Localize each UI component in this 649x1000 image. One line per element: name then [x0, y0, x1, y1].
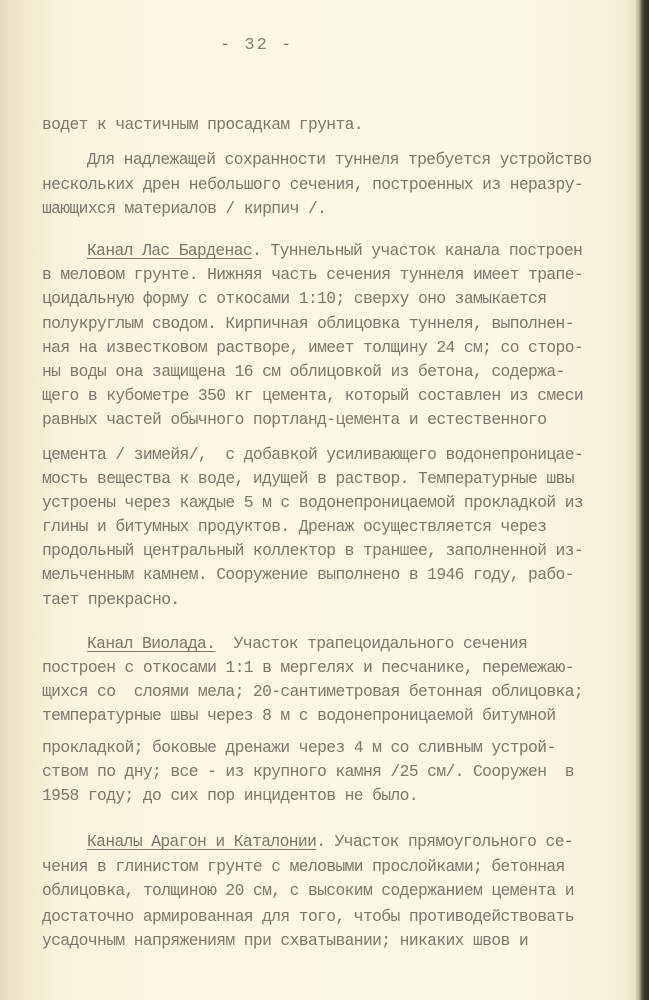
text-line: продольный центральный коллектор в траншее, заполненной из- [42, 541, 584, 560]
text-line: равных частей обычного портланд-цемента и естественного [42, 410, 547, 429]
text-line: Участок трапецоидального сечения [215, 634, 528, 653]
page-edge-shadow [636, 0, 649, 1000]
text-line: . Участок прямоугольного се- [316, 832, 574, 851]
text-line: прокладкой; боковые дренажи через 4 м со сливным устрой- [42, 738, 556, 757]
text-line: Для надлежащей сохранности туннеля требуется устройство [87, 150, 592, 169]
text-line: тает прекрасно. [42, 590, 180, 609]
text-line: 1958 году; до сих пор инцидентов не было. [42, 786, 418, 805]
section-heading-aragon-catalonia: Каналы Арагон и Каталонии [87, 832, 317, 851]
paragraph-first-line [87, 632, 527, 655]
text-line: построен с откосами 1:1 в мергелях и песчанике, перемежаю- [42, 658, 574, 677]
text-line: облицовка, толщиною 20 см, с высоким содержанием цемента и [42, 881, 574, 900]
text-line: чения в глинистом грунте с меловыми прослойками; бетонная [42, 857, 565, 876]
text-line: достаточно армированная для того, чтобы противодействовать [42, 907, 574, 926]
text-line: шающихся материалов / кирпич /. [42, 199, 327, 218]
text-line: в меловом грунте. Нижняя часть сечения туннеля имеет трапе- [42, 265, 584, 284]
section-heading-las-bardenas: Канал Лас Барденас [87, 241, 253, 260]
text-line: температурные швы через 8 м с водонепроницаемой битумной [42, 706, 556, 725]
text-line: щихся со слоями мела; 20-сантиметровая бетонная облицовка; [42, 682, 584, 701]
paragraph-first-line [87, 239, 582, 262]
text-line: мость вещества к воде, идущей в раствор. Температурные швы [42, 469, 574, 488]
text-line: усадочным напряжениям при схватывании; никаких швов и [42, 931, 529, 950]
text-line: мельченным камнем. Сооружение выполнено в 1946 году, рабо- [42, 565, 574, 584]
text-line: ством по дну; все - из крупного камня /25 см/. Сооружен в [42, 762, 574, 781]
text-line: устроены через каждые 5 м с водонепроницаемой прокладкой из [42, 493, 584, 512]
text-line: глины и битумных продуктов. Дренаж осуществляется через [42, 517, 547, 536]
paragraph-first-line [87, 830, 573, 853]
text-line: цоидальную форму с откосами 1:10; сверху оно замыкается [42, 289, 547, 308]
text-line: ная на известковом растворе, имеет толщину 24 см; со сторо- [42, 338, 584, 357]
text-line: цемента / зимейя/, с добавкой усиливающего водонепроницае- [42, 445, 584, 464]
text-line: нескольких дрен небольшого сечения, построенных из неразру- [42, 175, 584, 194]
text-line: полукруглым сводом. Кирпичная облицовка туннеля, выполнен- [42, 314, 574, 333]
text-line: . Туннельный участок канала построен [252, 241, 583, 260]
section-heading-violada: Канал Виолада. [87, 634, 216, 653]
text-line: щего в кубометре 350 кг цемента, который составлен из смеси [42, 386, 584, 405]
text-line: водет к частичным просадкам грунта. [42, 115, 363, 134]
page-number: - 32 - [220, 36, 294, 55]
text-line: ны воды она защищена 16 см облицовкой из бетона, содержа- [42, 362, 565, 381]
